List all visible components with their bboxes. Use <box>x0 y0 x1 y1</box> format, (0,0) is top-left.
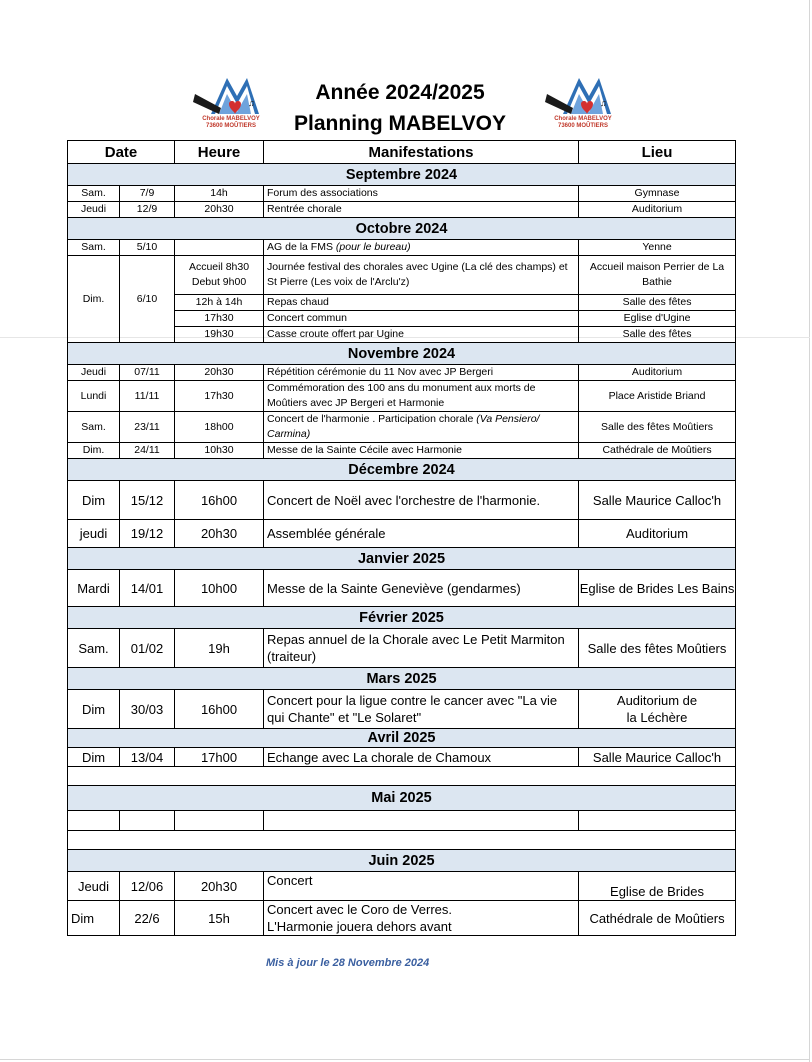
month-label: Janvier 2025 <box>68 548 736 570</box>
table-row <box>68 186 736 202</box>
event-cell: Repas chaud <box>264 295 579 311</box>
month-label: Mars 2025 <box>68 668 736 690</box>
time-cell: 19h30 <box>175 327 264 343</box>
time-cell: 14h <box>175 186 264 202</box>
month-row <box>68 218 736 240</box>
time-cell: 20h30 <box>175 365 264 381</box>
month-label: Avril 2025 <box>68 729 736 748</box>
time-cell: 16h00 <box>175 481 264 520</box>
time-cell: 17h30 <box>175 311 264 327</box>
month-label: Décembre 2024 <box>68 459 736 481</box>
day-cell: Dim <box>68 748 120 767</box>
time-cell: 10h30 <box>175 443 264 459</box>
time-cell: 17h00 <box>175 748 264 767</box>
table-row <box>68 629 736 668</box>
day-cell: Dim <box>68 901 120 936</box>
event-cell: Concert de Noël avec l'orchestre de l'harmonie. <box>264 481 579 520</box>
time-cell: 16h00 <box>175 690 264 729</box>
event-line: Concert avec le Coro de Verres. <box>267 902 452 917</box>
update-note: Mis à jour le 28 Novembre 2024 <box>266 957 430 969</box>
event-cell: Casse croute offert par Ugine <box>264 327 579 343</box>
date-cell: 15/12 <box>120 481 175 520</box>
time-cell: 18h00 <box>175 412 264 443</box>
page-title-year: Année 2024/2025 <box>315 81 485 104</box>
month-label: Juin 2025 <box>68 850 736 872</box>
place-line: Auditorium de <box>616 693 698 708</box>
place-cell: Auditorium <box>579 202 736 218</box>
event-cell: Messe de la Sainte Geneviève (gendarmes) <box>264 570 579 607</box>
table-row <box>68 520 736 548</box>
event-cell: Commémoration des 100 ans du monument aux morts de Moûtiers avec JP Bergeri et Harmonie <box>264 381 579 412</box>
event-cell: Répétition cérémonie du 11 Nov avec JP Bergeri <box>264 365 579 381</box>
day-cell <box>68 811 120 831</box>
table-row <box>68 481 736 520</box>
month-row <box>68 729 736 748</box>
day-cell: Dim <box>68 481 120 520</box>
table-row <box>68 570 736 607</box>
time-cell: 20h30 <box>175 520 264 548</box>
page-title-planning: Planning MABELVOY <box>294 112 506 135</box>
place-line: la Léchère <box>626 710 688 725</box>
date-cell: 7/9 <box>120 186 175 202</box>
date-cell: 11/11 <box>120 381 175 412</box>
time-cell <box>175 240 264 256</box>
table-row <box>68 365 736 381</box>
planning-table <box>67 140 736 936</box>
place-cell: Accueil maison Perrier de La Bathie <box>579 256 736 295</box>
place-cell: Salle des fêtes <box>579 295 736 311</box>
date-cell <box>120 811 175 831</box>
logo-caption-name: Chorale MABELVOY <box>554 116 612 122</box>
date-cell: 01/02 <box>120 629 175 668</box>
time-cell: 12h à 14h <box>175 295 264 311</box>
blank-cell <box>68 831 736 850</box>
day-cell: Jeudi <box>68 202 120 218</box>
place-cell: Auditorium <box>579 365 736 381</box>
place-cell <box>579 690 736 729</box>
place-cell: Cathédrale de Moûtiers <box>579 443 736 459</box>
event-cell <box>264 811 579 831</box>
month-row <box>68 607 736 629</box>
time-cell: 15h <box>175 901 264 936</box>
time-cell <box>175 256 264 295</box>
place-cell: Salle des fêtes Moûtiers <box>579 629 736 668</box>
time-cell: 20h30 <box>175 872 264 901</box>
event-cell: Concert pour la ligue contre le cancer avec "La vie qui Chante" et "Le Solaret" <box>264 690 579 729</box>
date-cell: 6/10 <box>120 256 175 343</box>
place-cell: Cathédrale de Moûtiers <box>579 901 736 936</box>
month-row <box>68 786 736 811</box>
event-line: L'Harmonie jouera dehors avant <box>267 919 452 934</box>
event-cell: Assemblée générale <box>264 520 579 548</box>
logo-caption-city: 73600 MOÛTIERS <box>205 123 257 129</box>
event-cell: Rentrée chorale <box>264 202 579 218</box>
day-cell: Mardi <box>68 570 120 607</box>
day-cell: Jeudi <box>68 365 120 381</box>
event-cell: Messe de la Sainte Cécile avec Harmonie <box>264 443 579 459</box>
logo-caption-name: Chorale MABELVOY <box>202 116 260 122</box>
place-cell: Gymnase <box>579 186 736 202</box>
date-cell: 12/9 <box>120 202 175 218</box>
table-row <box>68 412 736 443</box>
day-cell: jeudi <box>68 520 120 548</box>
day-cell: Dim <box>68 690 120 729</box>
header-heure: Heure <box>175 141 264 164</box>
chorale-logo-right <box>545 74 621 130</box>
place-cell: Eglise d'Ugine <box>579 311 736 327</box>
month-label: Mai 2025 <box>68 786 736 811</box>
table-row <box>68 240 736 256</box>
time-cell: 17h30 <box>175 381 264 412</box>
day-cell: Jeudi <box>68 872 120 901</box>
place-cell: Eglise de Brides Les Bains <box>579 570 736 607</box>
event-cell: Echange avec La chorale de Chamoux <box>264 748 579 767</box>
page-edge-right <box>809 0 810 1062</box>
table-row <box>68 256 736 295</box>
event-cell: Forum des associations <box>264 186 579 202</box>
table-row <box>68 811 736 831</box>
blank-row <box>68 831 736 850</box>
header-lieu: Lieu <box>579 141 736 164</box>
place-cell: Salle Maurice Calloc'h <box>579 481 736 520</box>
month-label: Novembre 2024 <box>68 343 736 365</box>
event-cell <box>264 901 579 936</box>
table-row <box>68 872 736 901</box>
event-note: (Va Pensiero/ Carmina) <box>267 413 540 440</box>
time-line: Accueil 8h30 <box>188 261 250 273</box>
month-label: Octobre 2024 <box>68 218 736 240</box>
day-cell: Sam. <box>68 412 120 443</box>
date-cell: 30/03 <box>120 690 175 729</box>
logo-caption-city: 73600 MOÛTIERS <box>557 123 609 129</box>
event-cell: Concert commun <box>264 311 579 327</box>
date-cell: 5/10 <box>120 240 175 256</box>
place-cell: Place Aristide Briand <box>579 381 736 412</box>
day-cell: Dim. <box>68 443 120 459</box>
date-cell: 14/01 <box>120 570 175 607</box>
month-row <box>68 668 736 690</box>
month-row <box>68 164 736 186</box>
day-cell: Dim. <box>68 256 120 343</box>
time-cell: 20h30 <box>175 202 264 218</box>
table-row <box>68 443 736 459</box>
month-row <box>68 343 736 365</box>
place-cell: Eglise de Brides <box>579 872 736 901</box>
event-text: AG de la FMS <box>267 241 333 253</box>
event-cell <box>264 240 579 256</box>
date-cell: 23/11 <box>120 412 175 443</box>
table-row <box>68 690 736 729</box>
month-row <box>68 850 736 872</box>
place-cell: Salle des fêtes Moûtiers <box>579 412 736 443</box>
time-cell: 19h <box>175 629 264 668</box>
date-cell: 13/04 <box>120 748 175 767</box>
table-row <box>68 381 736 412</box>
date-cell: 24/11 <box>120 443 175 459</box>
day-cell: Sam. <box>68 240 120 256</box>
header-date: Date <box>68 141 175 164</box>
place-cell: Auditorium <box>579 520 736 548</box>
month-row <box>68 459 736 481</box>
day-cell: Sam. <box>68 629 120 668</box>
date-cell: 19/12 <box>120 520 175 548</box>
month-row <box>68 548 736 570</box>
month-label: Février 2025 <box>68 607 736 629</box>
place-cell: Salle Maurice Calloc'h <box>579 748 736 767</box>
event-note: (pour le bureau) <box>335 241 411 253</box>
blank-row <box>68 767 736 786</box>
page-edge-bottom <box>0 1059 810 1060</box>
day-cell: Lundi <box>68 381 120 412</box>
header-manifestations: Manifestations <box>264 141 579 164</box>
place-cell: Salle des fêtes <box>579 327 736 343</box>
table-header-row <box>68 141 736 164</box>
day-cell: Sam. <box>68 186 120 202</box>
month-label: Septembre 2024 <box>68 164 736 186</box>
svg-text:♫: ♫ <box>248 98 255 108</box>
date-cell: 07/11 <box>120 365 175 381</box>
place-cell <box>579 811 736 831</box>
event-cell <box>264 412 579 443</box>
table-row <box>68 748 736 767</box>
time-cell: 10h00 <box>175 570 264 607</box>
date-cell: 22/6 <box>120 901 175 936</box>
table-row <box>68 202 736 218</box>
table-row <box>68 901 736 936</box>
place-cell: Yenne <box>579 240 736 256</box>
event-cell: Journée festival des chorales avec Ugine (La clé des champs) et St Pierre (Les voix de l'Arclu'z) <box>264 256 579 295</box>
event-cell: Concert <box>264 872 579 901</box>
event-cell: Repas annuel de la Chorale avec Le Petit Marmiton (traiteur) <box>264 629 579 668</box>
date-cell: 12/06 <box>120 872 175 901</box>
svg-text:♫: ♫ <box>600 98 607 108</box>
event-text: Concert de l'harmonie . Participation chorale <box>267 413 474 425</box>
time-cell <box>175 811 264 831</box>
time-line: Debut 9h00 <box>191 276 247 288</box>
blank-cell <box>68 767 736 786</box>
